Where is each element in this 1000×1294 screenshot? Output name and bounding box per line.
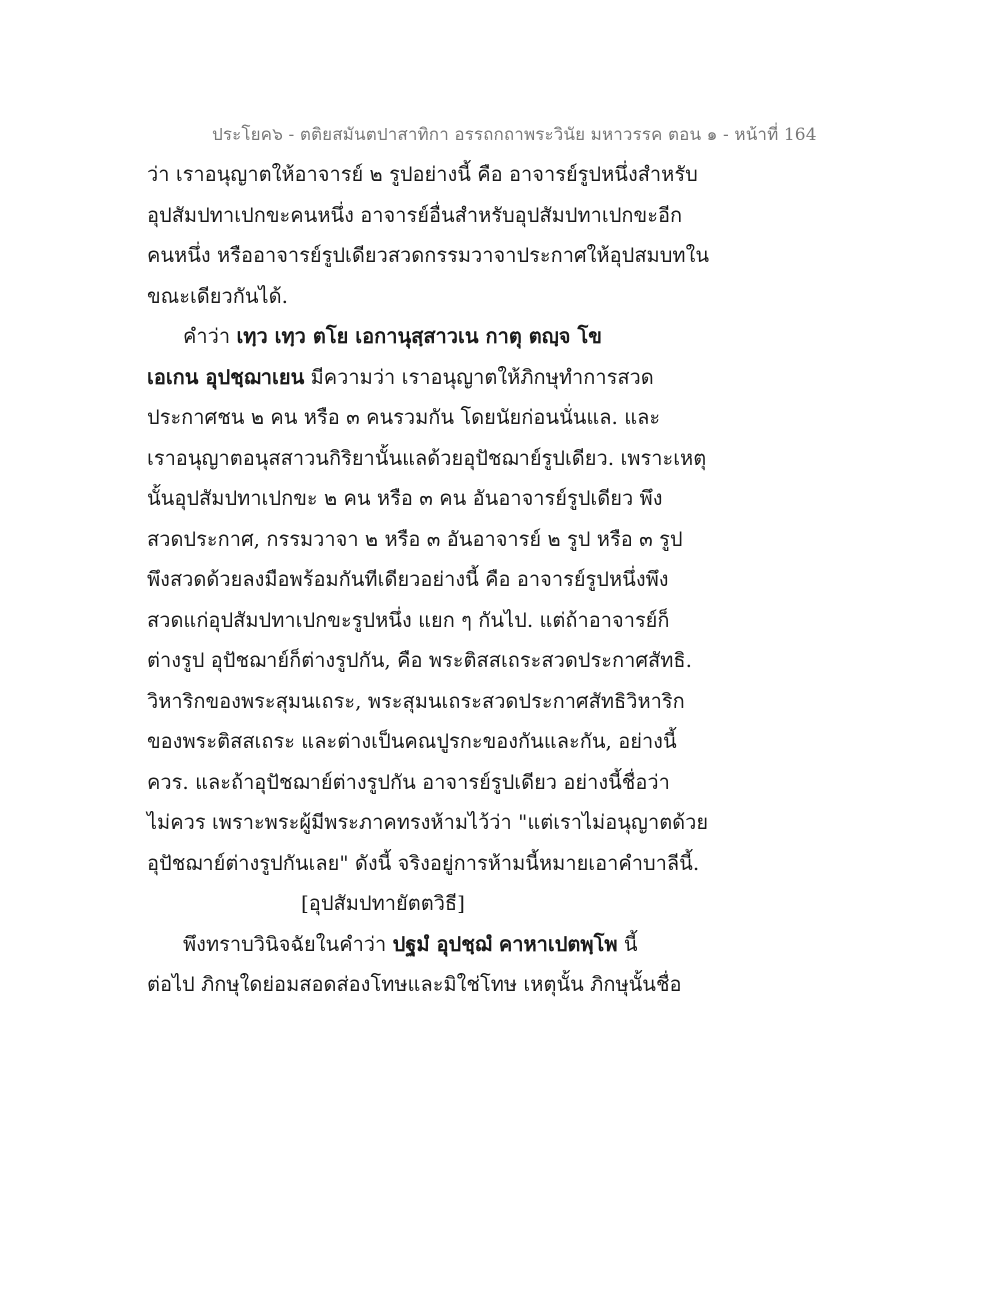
- text-line: พึงสวดด้วยลงมือพร้อมกันทีเดียวอย่างนี้ คือ อาจารย์รูปหนึ่งพึง: [147, 567, 669, 591]
- section-heading: [อุปสัมปทายัตตวิธี]: [301, 891, 465, 915]
- text-run: พึงทราบวินิจฉัยในคำว่า: [183, 931, 393, 956]
- text-line: ไม่ควร เพราะพระผู้มีพระภาคทรงห้ามไว้ว่า "แต่เราไม่อนุญาตด้วย: [147, 810, 709, 834]
- text-run: มีความว่า เราอนุญาตให้ภิกษุทำการสวด: [304, 364, 654, 389]
- pali-term: เทฺว เทฺว ตโย เอกานุสฺสาวเน กาตุ ตญฺจ โข: [236, 324, 602, 348]
- text-line: ต่างรูป อุปัชฌาย์ก็ต่างรูปกัน, คือ พระติสสเถระสวดประกาศสัทธิ.: [147, 648, 692, 672]
- text-line: อุปสัมปทาเปกขะคนหนึ่ง อาจารย์อื่นสำหรับอุปสัมปทาเปกขะอีก: [147, 202, 683, 227]
- text-line: [147, 930, 707, 971]
- text-line: ต่อไป ภิกษุใดย่อมสอดส่องโทษและมิใช่โทษ เหตุนั้น ภิกษุนั้นชื่อ: [147, 972, 682, 996]
- text-line: [147, 363, 707, 404]
- text-run: คำว่า: [183, 324, 237, 348]
- pali-term: เอเกน อุปชฺฌาเยน: [147, 364, 305, 389]
- text-line: ของพระติสสเถระ และต่างเป็นคณปูรกะของกันและกัน, อย่างนี้: [147, 729, 677, 753]
- pali-term: ปฐมํ อุปชฺฌํ คาหาเปตพฺโพ: [392, 931, 618, 956]
- body-text: [147, 160, 710, 1011]
- text-run: นี้: [617, 931, 638, 956]
- text-line: ควร. และถ้าอุปัชฌาย์ต่างรูปกัน อาจารย์รูปเดียว อย่างนี้ชื่อว่า: [147, 769, 670, 794]
- text-line: สวดแก่อุปสัมปทาเปกขะรูปหนึ่ง แยก ๆ กันไป. แต่ถ้าอาจารย์ก็: [147, 607, 670, 632]
- text-line: นั้นอุปสัมปทาเปกขะ ๒ คน หรือ ๓ คน อันอาจารย์รูปเดียว พึง: [147, 486, 663, 510]
- text-line: ว่า เราอนุญาตให้อาจารย์ ๒ รูปอย่างนี้ คือ อาจารย์รูปหนึ่งสำหรับ: [147, 162, 698, 186]
- text-line: อุปัชฌาย์ต่างรูปกันเลย" ดังนี้ จริงอยู่การห้ามนี้หมายเอาคำบาลีนี้.: [147, 850, 700, 875]
- text-line: วิหาริกของพระสุมนเถระ, พระสุมนเถระสวดประกาศสัทธิวิหาริก: [147, 688, 685, 713]
- text-line: [147, 322, 707, 363]
- text-line: ขณะเดียวกันได้.: [147, 283, 288, 308]
- running-header: ประโยค๖ - ตติยสมันตปาสาทิกา อรรถกถาพระวินัย มหาวรรค ตอน ๑ - หน้าที่ 164: [212, 125, 817, 145]
- text-line: คนหนึ่ง หรืออาจารย์รูปเดียวสวดกรรมวาจาประกาศให้อุปสมบทใน: [147, 243, 710, 267]
- text-line: เราอนุญาตอนุสสาวนกิริยานั้นแลด้วยอุปัชฌาย์รูปเดียว. เพราะเหตุ: [147, 445, 707, 470]
- text-line: สวดประกาศ, กรรมวาจา ๒ หรือ ๓ อันอาจารย์ ๒ รูป หรือ ๓ รูป: [147, 526, 683, 551]
- text-line: ประกาศชน ๒ คน หรือ ๓ คนรวมกัน โดยนัยก่อนนั่นแล. และ: [147, 405, 661, 429]
